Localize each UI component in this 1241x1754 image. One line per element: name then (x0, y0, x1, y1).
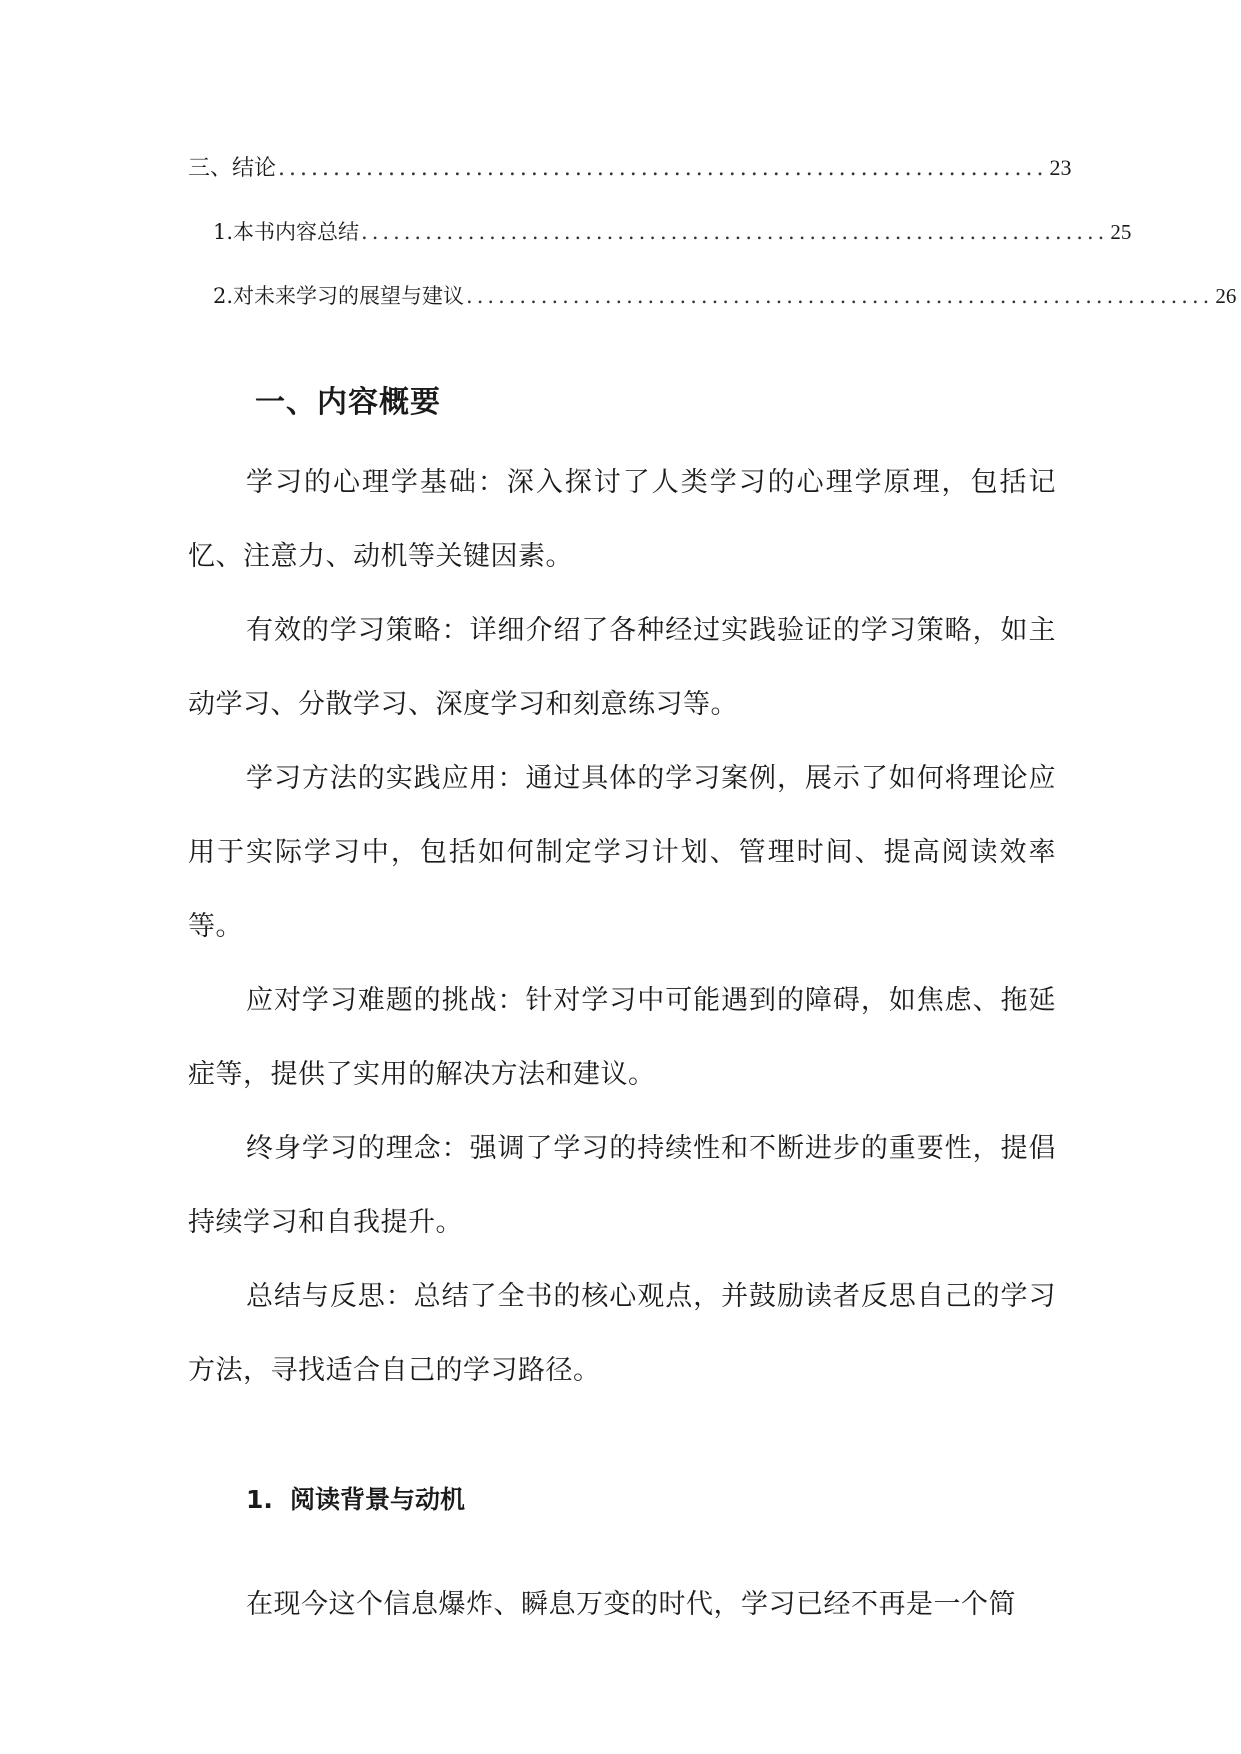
body-paragraph: 有效的学习策略：详细介绍了各种经过实践验证的学习策略，如主动学习、分散学习、深度学习和刻意练习等。 (188, 615, 1056, 720)
body-paragraph: 学习的心理学基础：深入探讨了人类学习的心理学原理，包括记忆、注意力、动机等关键因素。 (188, 467, 1056, 572)
section-heading: 一、内容概要 (255, 385, 441, 420)
body-paragraph: 在现今这个信息爆炸、瞬息万变的时代，学习已经不再是一个简 (246, 1589, 1016, 1620)
table-of-contents (188, 152, 1237, 344)
toc-entry-outlook[interactable] (188, 280, 1237, 344)
body-paragraph: 应对学习难题的挑战：针对学习中可能遇到的障碍，如焦虑、拖延症等，提供了实用的解决方法和建议。 (188, 985, 1056, 1090)
toc-entry-title: 本书内容总结 (233, 220, 360, 244)
subsection-title: 阅读背景与动机 (290, 1485, 466, 1514)
section-body (188, 446, 1056, 1408)
toc-leader-dots: ...................................................................... (278, 156, 1048, 181)
toc-entry-title: 三、结论 (188, 156, 277, 181)
toc-entry-summary[interactable] (188, 216, 1132, 280)
subsection-number: 1. (246, 1485, 273, 1514)
toc-leader-dots: ...................................................................... (361, 220, 1109, 244)
subsection-heading (246, 1480, 465, 1516)
toc-entry-number: 1. (213, 220, 234, 244)
toc-page-number: 23 (1049, 155, 1072, 180)
toc-page-number: 26 (1215, 284, 1237, 308)
toc-entry-number: 2. (213, 284, 234, 308)
toc-page-number: 25 (1110, 220, 1132, 244)
toc-entry-title: 对未来学习的展望与建议 (233, 284, 465, 308)
body-paragraph: 终身学习的理念：强调了学习的持续性和不断进步的重要性，提倡持续学习和自我提升。 (188, 1133, 1056, 1238)
toc-leader-dots: ...................................................................... (466, 284, 1214, 308)
subsection-body (188, 1568, 1056, 1642)
body-paragraph: 学习方法的实践应用：通过具体的学习案例，展示了如何将理论应用于实际学习中，包括如何制定学习计划、管理时间、提高阅读效率等。 (188, 763, 1056, 942)
toc-entry-conclusion[interactable] (188, 152, 1072, 216)
body-paragraph: 总结与反思：总结了全书的核心观点，并鼓励读者反思自己的学习方法，寻找适合自己的学习路径。 (188, 1281, 1056, 1386)
